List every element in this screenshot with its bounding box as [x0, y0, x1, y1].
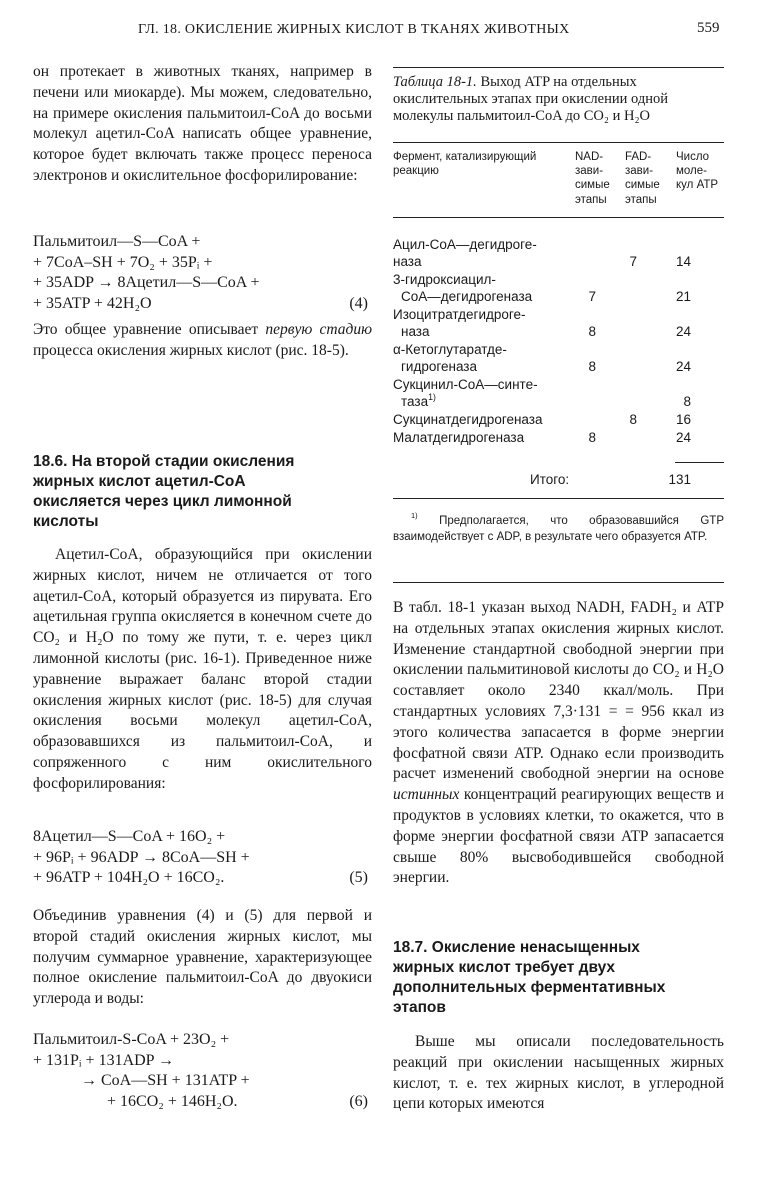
table-row-4-name-line-1: α-Кетоглутаратде- — [393, 342, 507, 357]
table-row-4-nad: 8 — [588, 359, 596, 374]
eq5-line-2: + 96Pᵢ + 96ADP → 8CoA—SH + — [33, 848, 250, 866]
equation-5 — [33, 827, 372, 889]
section-18-6-body — [33, 545, 372, 795]
table-row-7-atp: 24 — [675, 430, 691, 445]
eq4-number: (4) — [349, 294, 368, 312]
eq4-line-1: Пальмитоил—S—CoA + — [33, 233, 201, 250]
eq5-line-3 — [33, 868, 372, 889]
table-reference-emphasis: истинных — [393, 786, 460, 804]
first-stage-paragraph — [33, 320, 372, 362]
table-row-1-fad: 7 — [629, 254, 637, 269]
table-top-rule — [393, 67, 724, 68]
table-footnote — [393, 511, 724, 545]
intro-paragraph: он протекает в животных тканях, например в печени или миокарде). Мы можем, следовательно, на примере окисления пальмитоил-CoA до восьми молекул ацетил-CoA написать общее уравнение, которое будет включать также процесс переноса электронов и окислительное фосфорилирование: — [33, 63, 372, 184]
table-row-4-atp: 24 — [675, 359, 691, 374]
table-18-1 — [393, 62, 724, 592]
table-caption-text: Выход ATP на отдельных окислительных этапах при окислении одной молекулы пальмитоил-CoA до CO₂ и H₂O — [393, 74, 668, 124]
table-row-5-name-line-1: Сукцинил-CoA—синте- — [393, 377, 538, 392]
table-footnote-rule — [393, 582, 724, 583]
eq6-line-4-text: + 16CO₂ + 146H₂O. — [107, 1092, 238, 1110]
table-footnote-marker: 1) — [411, 511, 418, 520]
table-row-1-name — [393, 236, 537, 271]
table-row-1-name-line-1: Ацил-CoA—дегидроге- — [393, 237, 537, 252]
eq6-line-4 — [33, 1092, 372, 1113]
first-stage-text-pre: Это общее уравнение описывает — [33, 321, 266, 338]
eq6-line-1: Пальмитоил-S-CoA + 23O₂ + — [33, 1031, 230, 1048]
table-total-label: Итого: — [530, 472, 570, 487]
eq4-line-4 — [33, 294, 372, 315]
section-18-7-body — [393, 1032, 724, 1115]
section-18-6-paragraph: Ацетил-CoA, образующийся при окислении жирных кислот, ничем не отличается от того ацетил-CoA, который образуется из пирувата. Его ацетильная группа окисляется в конечном счете до CO₂ и H₂O по тому же пути, т. е. через цикл лимонной кислоты (рис. 16-1). Приведенное ниже уравнение выражает баланс второй стадии окисления жирных кислот (рис. 18-5) для случая окисления восьми молекул ацетил-CoA, образовавшихся из пальмитоил-CoA, и сопряженного с ним окислительного фосфорилирования: — [33, 546, 372, 792]
table-row-3-atp: 24 — [675, 324, 691, 339]
table-row-5-name — [393, 376, 538, 411]
eq5-number: (5) — [349, 869, 368, 886]
combined-equation-intro — [33, 906, 372, 1010]
table-row-3-name — [393, 306, 526, 341]
table-row-6-name: Сукцинатдегидрогеназа — [393, 412, 543, 427]
table-caption-label: Таблица 18-1. — [393, 74, 477, 90]
eq5-line-3-text: + 96ATP + 104H₂O + 16CO₂. — [33, 869, 225, 886]
section-18-7-heading: 18.7. Окисление ненасыщенных жирных кислот требует двух дополнительных ферментативных этапов — [393, 939, 666, 1016]
table-header-atp: Число моле-кул ATP — [676, 151, 719, 192]
eq4-line-4-text: + 35ATP + 42H₂O — [33, 294, 152, 312]
table-row-2-nad: 7 — [588, 289, 596, 304]
table-footnote-text — [393, 511, 724, 545]
table-header-enzyme: Фермент, катализирующий реакцию — [393, 151, 537, 178]
eq4-line-3: + 35ADP → 8Ацетил—S—CoA + — [33, 274, 260, 291]
table-row-4-name-line-2: гидрогеназа — [401, 359, 478, 375]
table-row-6-atp: 16 — [675, 412, 691, 427]
table-reference-paragraph — [393, 598, 724, 889]
table-bottom-rule — [393, 498, 724, 499]
table-row-2-name — [393, 271, 532, 306]
first-stage-text-post: процесса окисления жирных кислот (рис. 18-5). — [33, 341, 349, 359]
eq6-line-2: + 131Pᵢ + 131ADP → — [33, 1051, 174, 1069]
table-row-5-atp: 8 — [683, 394, 691, 409]
table-caption — [393, 74, 724, 125]
table-header-fad: FAD-зави-симые этапы — [625, 151, 660, 206]
table-total-rule — [675, 462, 724, 463]
table-caption-rule — [393, 142, 724, 143]
table-row-7-name: Малатдегидрогеназа — [393, 430, 525, 445]
table-row-2-name-line-1: 3-гидроксиацил- — [393, 272, 496, 287]
table-row-7-nad: 8 — [588, 430, 596, 445]
table-reference-text-end: концентраций реагирующих веществ и продуктов в условиях клетки, то окажется, что в форме энергии фосфатной связи ATP запасается свыше 80% высвободившейся свободной энергии. — [393, 786, 724, 887]
table-row-5-name-line-2: таза — [401, 394, 429, 410]
combined-paragraph: Объединив уравнения (4) и (5) для первой и второй стадий окисления жирных кислот, мы получим суммарное уравнение, характеризующее полное окисление пальмитоил-CoA до двуокиси углерода и воды: — [33, 907, 372, 1008]
table-row-3-nad: 8 — [588, 324, 596, 339]
table-row-3-name-line-2: наза — [401, 324, 430, 340]
table-row-1-name-line-2: наза — [393, 254, 422, 270]
equation-6 — [33, 1030, 372, 1112]
section-18-6-heading-block — [33, 452, 323, 532]
eq6-line-3: → CoA—SH + 131ATP + — [81, 1072, 250, 1089]
table-row-2-name-line-2: CoA—дегидрогеназа — [401, 289, 533, 305]
section-18-6-heading: 18.6. На второй стадии окисления жирных кислот ацетил-CoA окисляется через цикл лимонной кислоты — [33, 453, 295, 530]
left-column — [33, 62, 372, 187]
table-row-3-name-line-1: Изоцитратдегидроге- — [393, 307, 526, 322]
table-row-4-name — [393, 341, 507, 376]
table-footnote-body: Предполагается, что образовавшийся GTP взаимодействует с ADP, в результате чего образуется ATP. — [393, 515, 724, 543]
first-stage-note — [33, 320, 372, 362]
page-number: 559 — [697, 20, 720, 36]
running-header-title: ГЛ. 18. ОКИСЛЕНИЕ ЖИРНЫХ КИСЛОТ В ТКАНЯХ ЖИВОТНЫХ — [138, 22, 570, 37]
eq4-line-2: + 7CoA–SH + 7O₂ + 35Pᵢ + — [33, 253, 213, 271]
table-row-1-atp: 14 — [675, 254, 691, 269]
table-total-value: 131 — [668, 472, 691, 487]
table-header-nad: NAD-зави-симые этапы — [575, 151, 610, 206]
table-header-rule — [393, 217, 724, 218]
table-row-5-footnote-marker: 1) — [428, 392, 436, 403]
table-row-6-fad: 8 — [629, 412, 637, 427]
table-reference-text: В табл. 18-1 указан выход NADH, FADH₂ и ATP на отдельных этапах окисления жирных кислот. Изменение стандартной свободной энергии при окислении пальмитиновой кислоты до CO₂ и H₂O составляет около 2340 ккал/моль. При стандартных условиях 7,3·131 = = 956 ккал из этого количества запасается в форме энергии фосфатной связи ATP. Однако если производить расчет изменений свободной энергии на основе — [393, 599, 724, 783]
table-row-2-atp: 21 — [675, 289, 691, 304]
eq6-number: (6) — [349, 1092, 368, 1110]
section-18-7-heading-block — [393, 938, 703, 1018]
right-body-text — [393, 598, 724, 889]
section-18-7-paragraph: Выше мы описали последовательность реакций при окислении насыщенных жирных кислот, т. е. тех жирных кислот, в углеродной цепи которых имеются — [393, 1033, 724, 1113]
first-stage-emphasis: первую стадию — [265, 321, 372, 338]
equation-4 — [33, 232, 372, 314]
eq5-line-1: 8Ацетил—S—CoA + 16O₂ + — [33, 828, 226, 845]
